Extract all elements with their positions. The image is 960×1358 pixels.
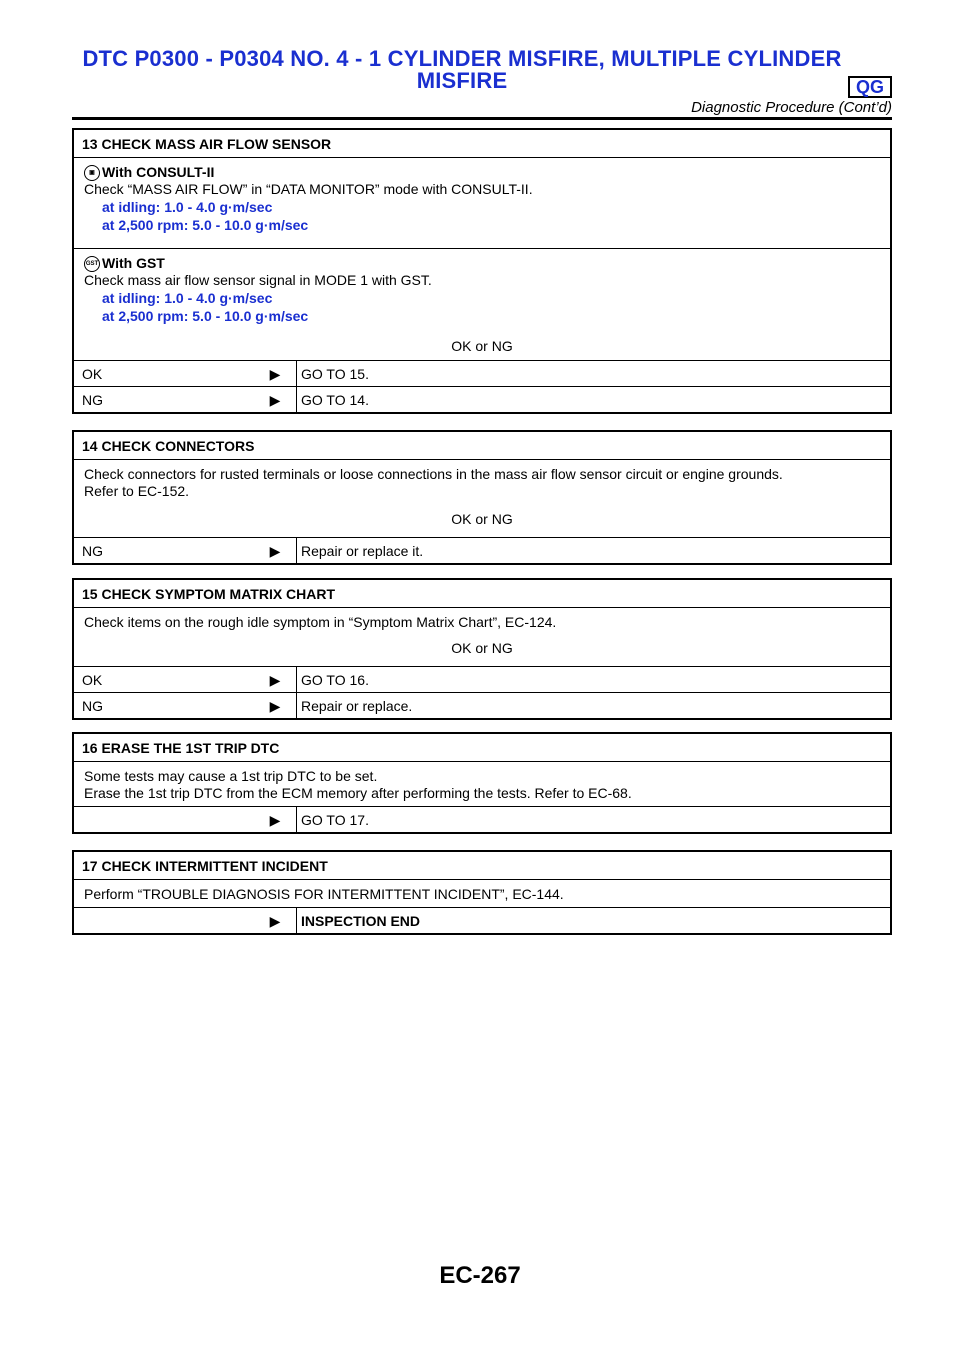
result-label [74, 908, 254, 933]
page-subtitle: Diagnostic Procedure (Cont’d) [691, 99, 892, 116]
result-action: GO TO 15. [296, 361, 890, 386]
step-17-text: Perform “TROUBLE DIAGNOSIS FOR INTERMITTENT INCIDENT”, EC-144. [84, 886, 564, 902]
step-17-body [74, 879, 890, 907]
engine-badge: QG [848, 76, 892, 98]
result-label: NG [82, 392, 103, 408]
result-row [74, 907, 890, 933]
step-15-body [74, 607, 890, 666]
step-16-text-2: Erase the 1st trip DTC from the ECM memory after performing the tests. Refer to EC-68. [84, 785, 632, 801]
result-row [74, 806, 890, 832]
result-row [74, 692, 890, 718]
step-16-title: 16 ERASE THE 1ST TRIP DTC [82, 740, 280, 756]
step-15-box [72, 578, 892, 720]
result-label: NG [82, 543, 103, 559]
step-13-title: 13 CHECK MASS AIR FLOW SENSOR [82, 136, 332, 152]
step-16-body [74, 761, 890, 806]
consult-spec-idle: at idling: 1.0 - 4.0 g·m/sec [102, 199, 273, 215]
page-title [72, 48, 852, 92]
step-14-ref: Refer to EC-152. [84, 483, 190, 499]
arrow-icon: ▶ [269, 672, 281, 688]
result-label: NG [82, 698, 103, 714]
result-action: Repair or replace it. [296, 538, 890, 563]
step-14-text: Check connectors for rusted terminals or loose connections in the mass air flow sensor circuit or engine grounds. [84, 466, 783, 482]
result-row [74, 537, 890, 563]
gst-spec-idle: at idling: 1.0 - 4.0 g·m/sec [102, 290, 273, 306]
arrow-icon: ▶ [269, 913, 281, 929]
consult-spec-2500: at 2,500 rpm: 5.0 - 10.0 g·m/sec [102, 217, 309, 233]
result-action: GO TO 16. [296, 667, 890, 692]
title-line-2: MISFIRE [416, 68, 508, 93]
step-17-box [72, 850, 892, 935]
result-row [74, 666, 890, 692]
arrow-icon: ▶ [269, 392, 281, 408]
page-number: EC-267 [439, 1262, 521, 1289]
consult-label: With CONSULT-II [102, 164, 215, 180]
header-divider [72, 117, 892, 120]
page-header [72, 48, 892, 118]
gst-block [74, 248, 890, 360]
step-13-box [72, 128, 892, 414]
step-15-text: Check items on the rough idle symptom in “Symptom Matrix Chart”, EC-124. [84, 614, 557, 630]
result-row [74, 360, 890, 386]
ok-or-ng-label: OK or NG [451, 511, 513, 527]
ok-or-ng-label: OK or NG [451, 338, 513, 354]
step-13-body [74, 157, 890, 360]
result-action: INSPECTION END [296, 908, 890, 933]
step-16-text-1: Some tests may cause a 1st trip DTC to be set. [84, 768, 378, 784]
step-17-title: 17 CHECK INTERMITTENT INCIDENT [82, 858, 328, 874]
arrow-icon: ▶ [269, 698, 281, 714]
arrow-icon: ▶ [269, 812, 281, 828]
arrow-icon: ▶ [269, 366, 281, 382]
result-label: OK [82, 366, 103, 382]
result-row [74, 386, 890, 412]
step-16-box [72, 732, 892, 834]
consult-instruction: Check “MASS AIR FLOW” in “DATA MONITOR” mode with CONSULT-II. [84, 181, 533, 197]
step-14-box [72, 430, 892, 565]
consult-label-line [84, 164, 880, 181]
result-action: GO TO 17. [296, 807, 890, 832]
gst-label: With GST [102, 255, 165, 271]
step-14-title: 14 CHECK CONNECTORS [82, 438, 255, 454]
step-14-body [74, 459, 890, 537]
arrow-icon: ▶ [269, 543, 281, 559]
consult-icon: ▣ [84, 165, 100, 181]
title-line-1: DTC P0300 - P0304 NO. 4 - 1 CYLINDER MISFIRE, MULTIPLE CYLINDER [82, 46, 842, 71]
gst-label-line [84, 255, 880, 272]
result-label: OK [82, 672, 103, 688]
result-action: Repair or replace. [296, 693, 890, 718]
gst-spec-2500: at 2,500 rpm: 5.0 - 10.0 g·m/sec [102, 308, 309, 324]
ok-or-ng-label: OK or NG [451, 640, 513, 656]
result-action: GO TO 14. [296, 387, 890, 412]
result-label [74, 807, 254, 832]
gst-icon: GST [84, 256, 100, 272]
gst-instruction: Check mass air flow sensor signal in MODE 1 with GST. [84, 272, 432, 288]
step-15-title: 15 CHECK SYMPTOM MATRIX CHART [82, 586, 336, 602]
